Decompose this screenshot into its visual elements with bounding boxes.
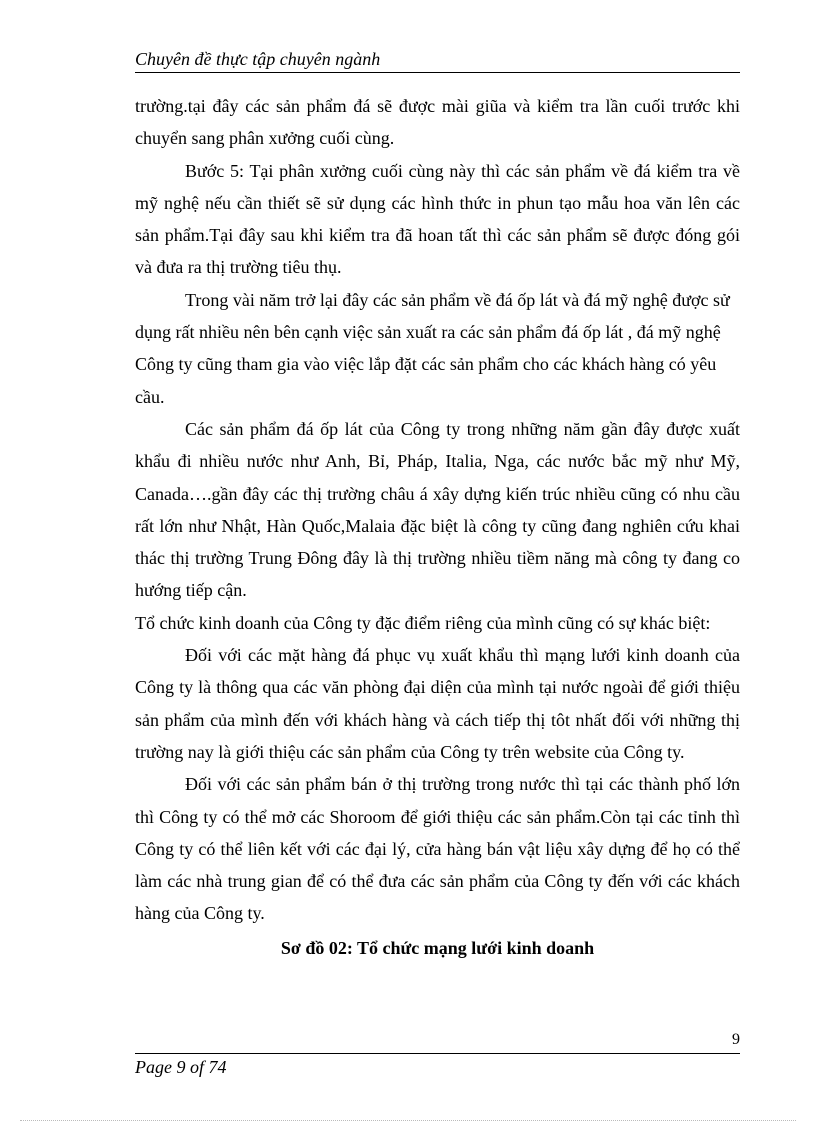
paragraph: Đối với các mặt hàng đá phục vụ xuất khẩu thì mạng lưới kinh doanh của Công ty là thông qua các văn phòng đại diện của mình tại nước ngoài để giới thiệu sản phẩm của mình đến với khách hàng và cách tiếp thị tôt nhất đối với những thị trường nay là giới thiệu các sản phẩm của Công ty trên website của Công ty. [135, 645, 740, 762]
footer-divider [135, 1053, 740, 1054]
diagram-caption: Sơ đồ 02: Tổ chức mạng lưới kinh doanh [280, 937, 595, 958]
paragraph: trường.tại đây các sản phẩm đá sẽ được mài giũa và kiểm tra lần cuối trước khi chuyển sang phân xưởng cuối cùng. [135, 96, 740, 149]
paragraph: Bước 5: Tại phân xưởng cuối cùng này thì các sản phẩm về đá kiểm tra về mỹ nghệ nếu cần thiết sẽ sử dụng các hình thức in phun tạo mẫu hoa văn lên các sản phẩm.Tại đây sau khi kiểm tra đã hoan tất thì các sản phẩm sẽ được đóng gói và đưa ra thị trường tiêu thụ. [135, 160, 740, 278]
document-body [135, 90, 740, 964]
page-footer: Page 9 of 74 [135, 1057, 227, 1077]
paragraph: Tổ chức kinh doanh của Công ty đặc điểm riêng của mình cũng có sự khác biệt: [135, 612, 711, 633]
page-header: Chuyên đề thực tập chuyên ngành [135, 47, 740, 73]
page-number: 9 [732, 1031, 740, 1048]
paragraph: Các sản phẩm đá ốp lát của Công ty trong những năm gần đây được xuất khẩu đi nhiều nước như Anh, Bỉ, Pháp, Italia, Nga, các nước bắc mỹ như Mỹ, Canada….gần đây các thị trường châu á xây dựng kiến trúc nhiều cũng có nhu cầu rất lớn như Nhật, Hàn Quốc,Malaia đặc biệt là công ty cũng đang nghiên cứu khai thác thị trường Trung Đông đây là thị trường nhiều tiềm năng mà công ty đang co hướng tiếp cận. [135, 418, 740, 601]
paragraph: Đối với các sản phẩm bán ở thị trường trong nước thì tại các thành phố lớn thì Công ty có thể mở các Shoroom để giới thiệu các sản phẩm.Còn tại các tỉnh thì Công ty có thể liên kết với các đại lý, cửa hàng bán vật liệu xây dựng để họ có thể làm các nhà trung gian để có thể đưa các sản phẩm của Công ty đến với các khách hàng của Công ty. [135, 774, 740, 924]
page-bottom-divider [20, 1120, 796, 1121]
paragraph: Trong vài năm trở lại đây các sản phẩm về đá ốp lát và đá mỹ nghệ được sử dụng rất nhiều nên bên cạnh việc sản xuất ra các sản phẩm đá ốp lát , đá mỹ nghệ Công ty cũng tham gia vào việc lắp đặt các sản phẩm cho các khách hàng có yêu cầu. [135, 289, 730, 407]
